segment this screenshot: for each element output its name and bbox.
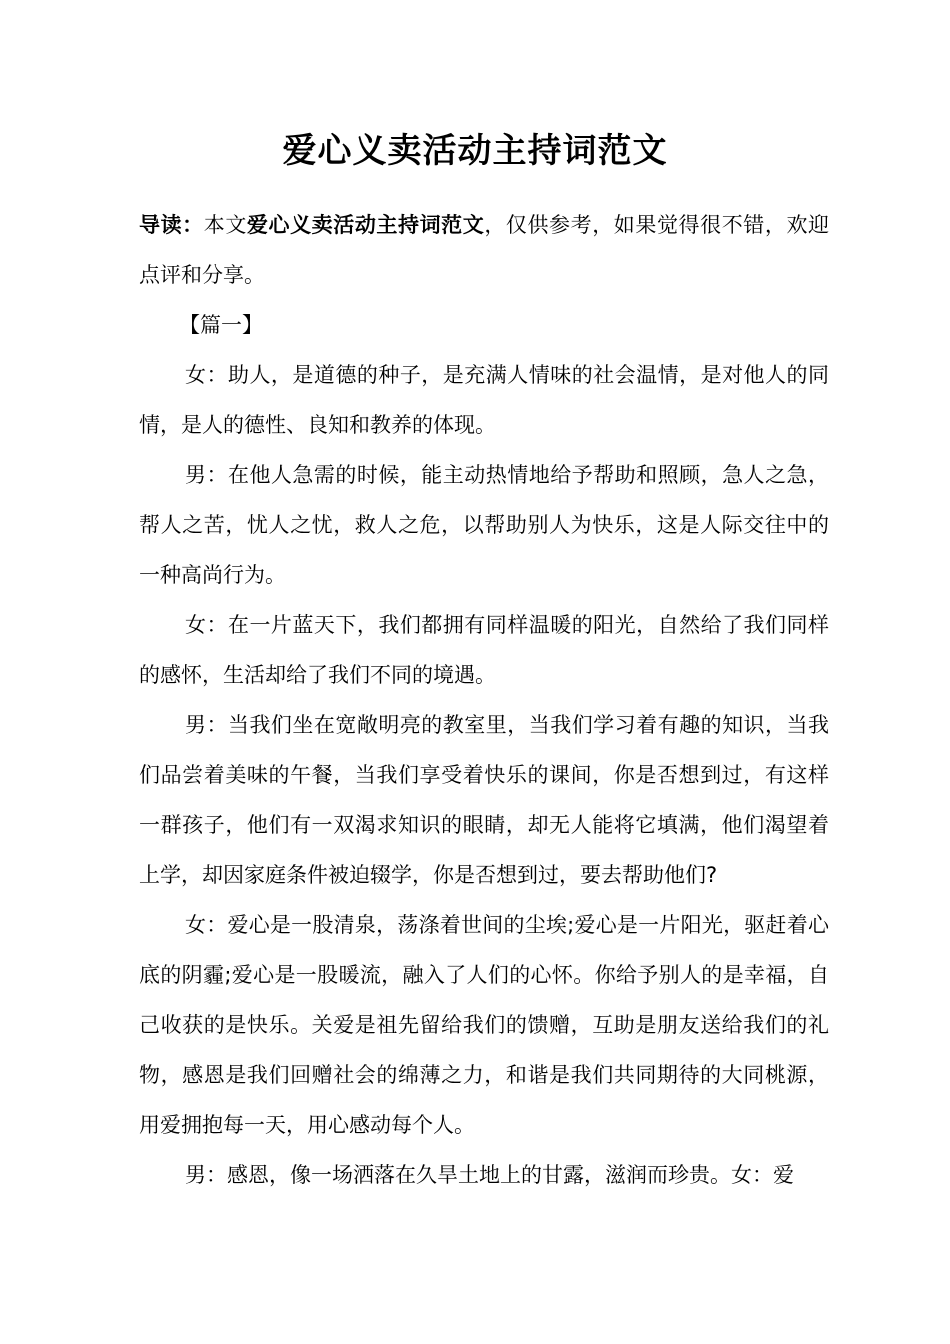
document-body	[139, 200, 829, 1200]
intro-title-reference: 爱心义卖活动主持词范文	[246, 213, 485, 237]
document-title: 爱心义卖活动主持词范文	[282, 130, 668, 171]
dialogue-paragraph: 女：助人，是道德的种子，是充满人情味的社会温情，是对他人的同情，是人的德性、良知和教养的体现。	[139, 363, 829, 437]
section-heading: 【篇一】	[179, 313, 263, 337]
dialogue-paragraph: 男：当我们坐在宽敞明亮的教室里，当我们学习着有趣的知识，当我们品尝着美味的午餐，当我们享受着快乐的课间，你是否想到过，有这样一群孩子，他们有一双渴求知识的眼睛，却无人能将它填满，他们渴望着上学，却因家庭条件被迫辍学，你是否想到过，要去帮助他们?	[139, 713, 829, 887]
intro-paragraph	[139, 200, 829, 300]
dialogue-paragraph: 男：在他人急需的时候，能主动热情地给予帮助和照顾，急人之急，帮人之苦，忧人之忧，救人之危，以帮助别人为快乐，这是人际交往中的一种高尚行为。	[139, 463, 829, 587]
dialogue-paragraph: 女：爱心是一股清泉，荡涤着世间的尘埃;爱心是一片阳光，驱赶着心底的阴霾;爱心是一股暖流，融入了人们的心怀。你给予别人的是幸福，自己收获的是快乐。关爱是祖先留给我们的馈赠，互助是朋友送给我们的礼物，感恩是我们回赠社会的绵薄之力，和谐是我们共同期待的大同桃源，用爱拥抱每一天，用心感动每个人。	[139, 913, 829, 1137]
intro-text-before: 本文	[203, 213, 247, 237]
intro-text-after: ，仅供参考，如果觉得很不错，欢迎点评和分享。	[139, 213, 830, 287]
intro-label: 导读：	[139, 213, 204, 237]
dialogue-paragraph: 女：在一片蓝天下，我们都拥有同样温暖的阳光，自然给了我们同样的感怀，生活却给了我们不同的境遇。	[139, 613, 829, 687]
dialogue-paragraph: 男：感恩，像一场洒落在久旱土地上的甘露，滋润而珍贵。女：爱	[185, 1163, 794, 1187]
